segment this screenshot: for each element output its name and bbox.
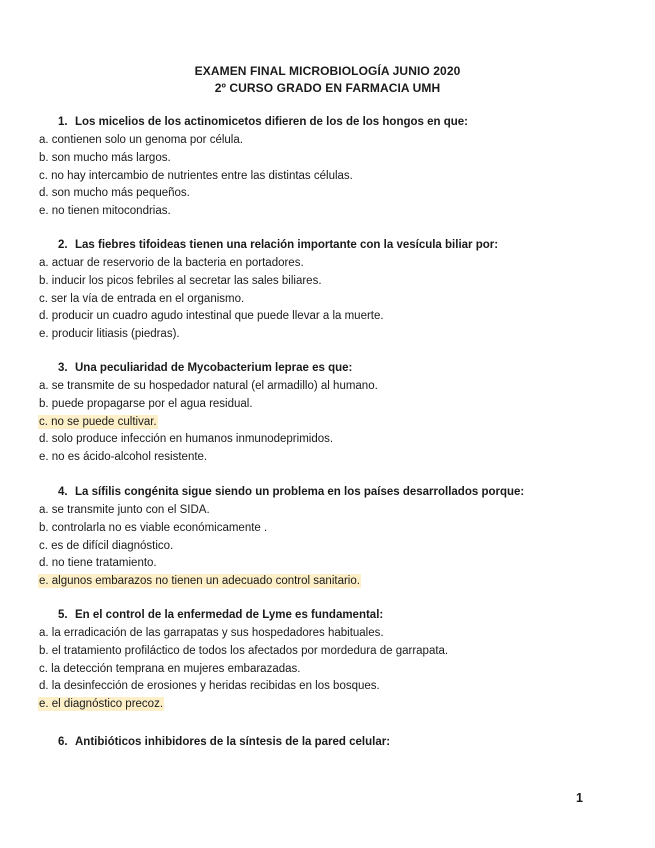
option-b: b. puede propagarse por el agua residual. [39, 397, 253, 410]
question-text: Una peculiaridad de Mycobacterium leprae es que: [75, 362, 353, 374]
question-number: 3. [58, 362, 68, 374]
exam-subtitle: 2º CURSO GRADO EN FARMACIA UMH [214, 81, 441, 95]
question-text: La sífilis congénita sigue siendo un problema en los países desarrollados porque: [75, 486, 525, 498]
option-d: d. producir un cuadro agudo intestinal que puede llevar a la muerte. [39, 310, 384, 323]
option-c: c. es de difícil diagnóstico. [39, 539, 174, 552]
option-a: a. la erradicación de las garrapatas y sus hospedadores habituales. [39, 627, 384, 639]
option-d: d. la desinfección de erosiones y heridas recibidas en los bosques. [39, 680, 380, 693]
option-b: b. el tratamiento profiláctico de todos los afectados por mordedura de garrapata. [39, 644, 449, 657]
page-number: 1 [576, 791, 583, 805]
option-d: d. solo produce infección en humanos inmunodeprimidos. [39, 433, 334, 446]
option-c: c. la detección temprana en mujeres embarazadas. [39, 662, 301, 675]
question-number: 2. [58, 239, 68, 251]
question-title [38, 733, 628, 751]
question-number: 6. [58, 736, 68, 748]
question-text: En el control de la enfermedad de Lyme es fundamental: [75, 609, 384, 621]
question-title [38, 359, 628, 377]
exam-title: EXAMEN FINAL MICROBIOLOGÍA JUNIO 2020 [194, 64, 461, 78]
option-a: a. se transmite junto con el SIDA. [39, 504, 210, 516]
question-text: Antibióticos inhibidores de la síntesis de la pared celular: [75, 736, 391, 748]
question-title [38, 483, 628, 501]
question-number: 1. [58, 116, 68, 128]
option-a: a. contienen solo un genoma por célula. [39, 134, 243, 146]
option-d: d. no tiene tratamiento. [39, 557, 157, 570]
question-text: Los micelios de los actinomicetos difieren de los de los hongos en que: [75, 116, 468, 128]
option-a: a. se transmite de su hospedador natural (el armadillo) al humano. [39, 380, 378, 392]
question-1 [38, 113, 628, 221]
question-title [38, 606, 628, 624]
question-title [38, 113, 628, 131]
option-b: b. inducir los picos febriles al secretar las sales biliares. [39, 274, 322, 287]
option-e-highlighted: e. el diagnóstico precoz. [39, 698, 164, 711]
question-number: 4. [58, 486, 68, 498]
option-d: d. son mucho más pequeños. [39, 187, 190, 200]
option-a: a. actuar de reservorio de la bacteria en portadores. [39, 257, 304, 269]
question-4 [38, 483, 628, 591]
question-3 [38, 359, 628, 467]
question-6 [38, 733, 628, 752]
option-b: b. controlarla no es viable económicamente . [39, 521, 268, 534]
question-5 [38, 606, 628, 714]
question-title [38, 236, 628, 254]
option-c: c. ser la vía de entrada en el organismo. [39, 292, 245, 305]
option-e: e. no tienen mitocondrias. [39, 205, 171, 218]
option-c: c. no hay intercambio de nutrientes entre las distintas células. [39, 169, 353, 182]
option-c-highlighted: c. no se puede cultivar. [39, 415, 157, 428]
exam-header [0, 63, 655, 97]
question-2 [38, 236, 628, 344]
option-e: e. no es ácido-alcohol resistente. [39, 451, 208, 464]
question-text: Las fiebres tifoideas tienen una relación importante con la vesícula biliar por: [75, 239, 499, 251]
option-b: b. son mucho más largos. [39, 151, 171, 164]
question-number: 5. [58, 609, 68, 621]
option-e: e. producir litiasis (piedras). [39, 328, 180, 341]
option-e-highlighted: e. algunos embarazos no tienen un adecuado control sanitario. [39, 575, 360, 588]
